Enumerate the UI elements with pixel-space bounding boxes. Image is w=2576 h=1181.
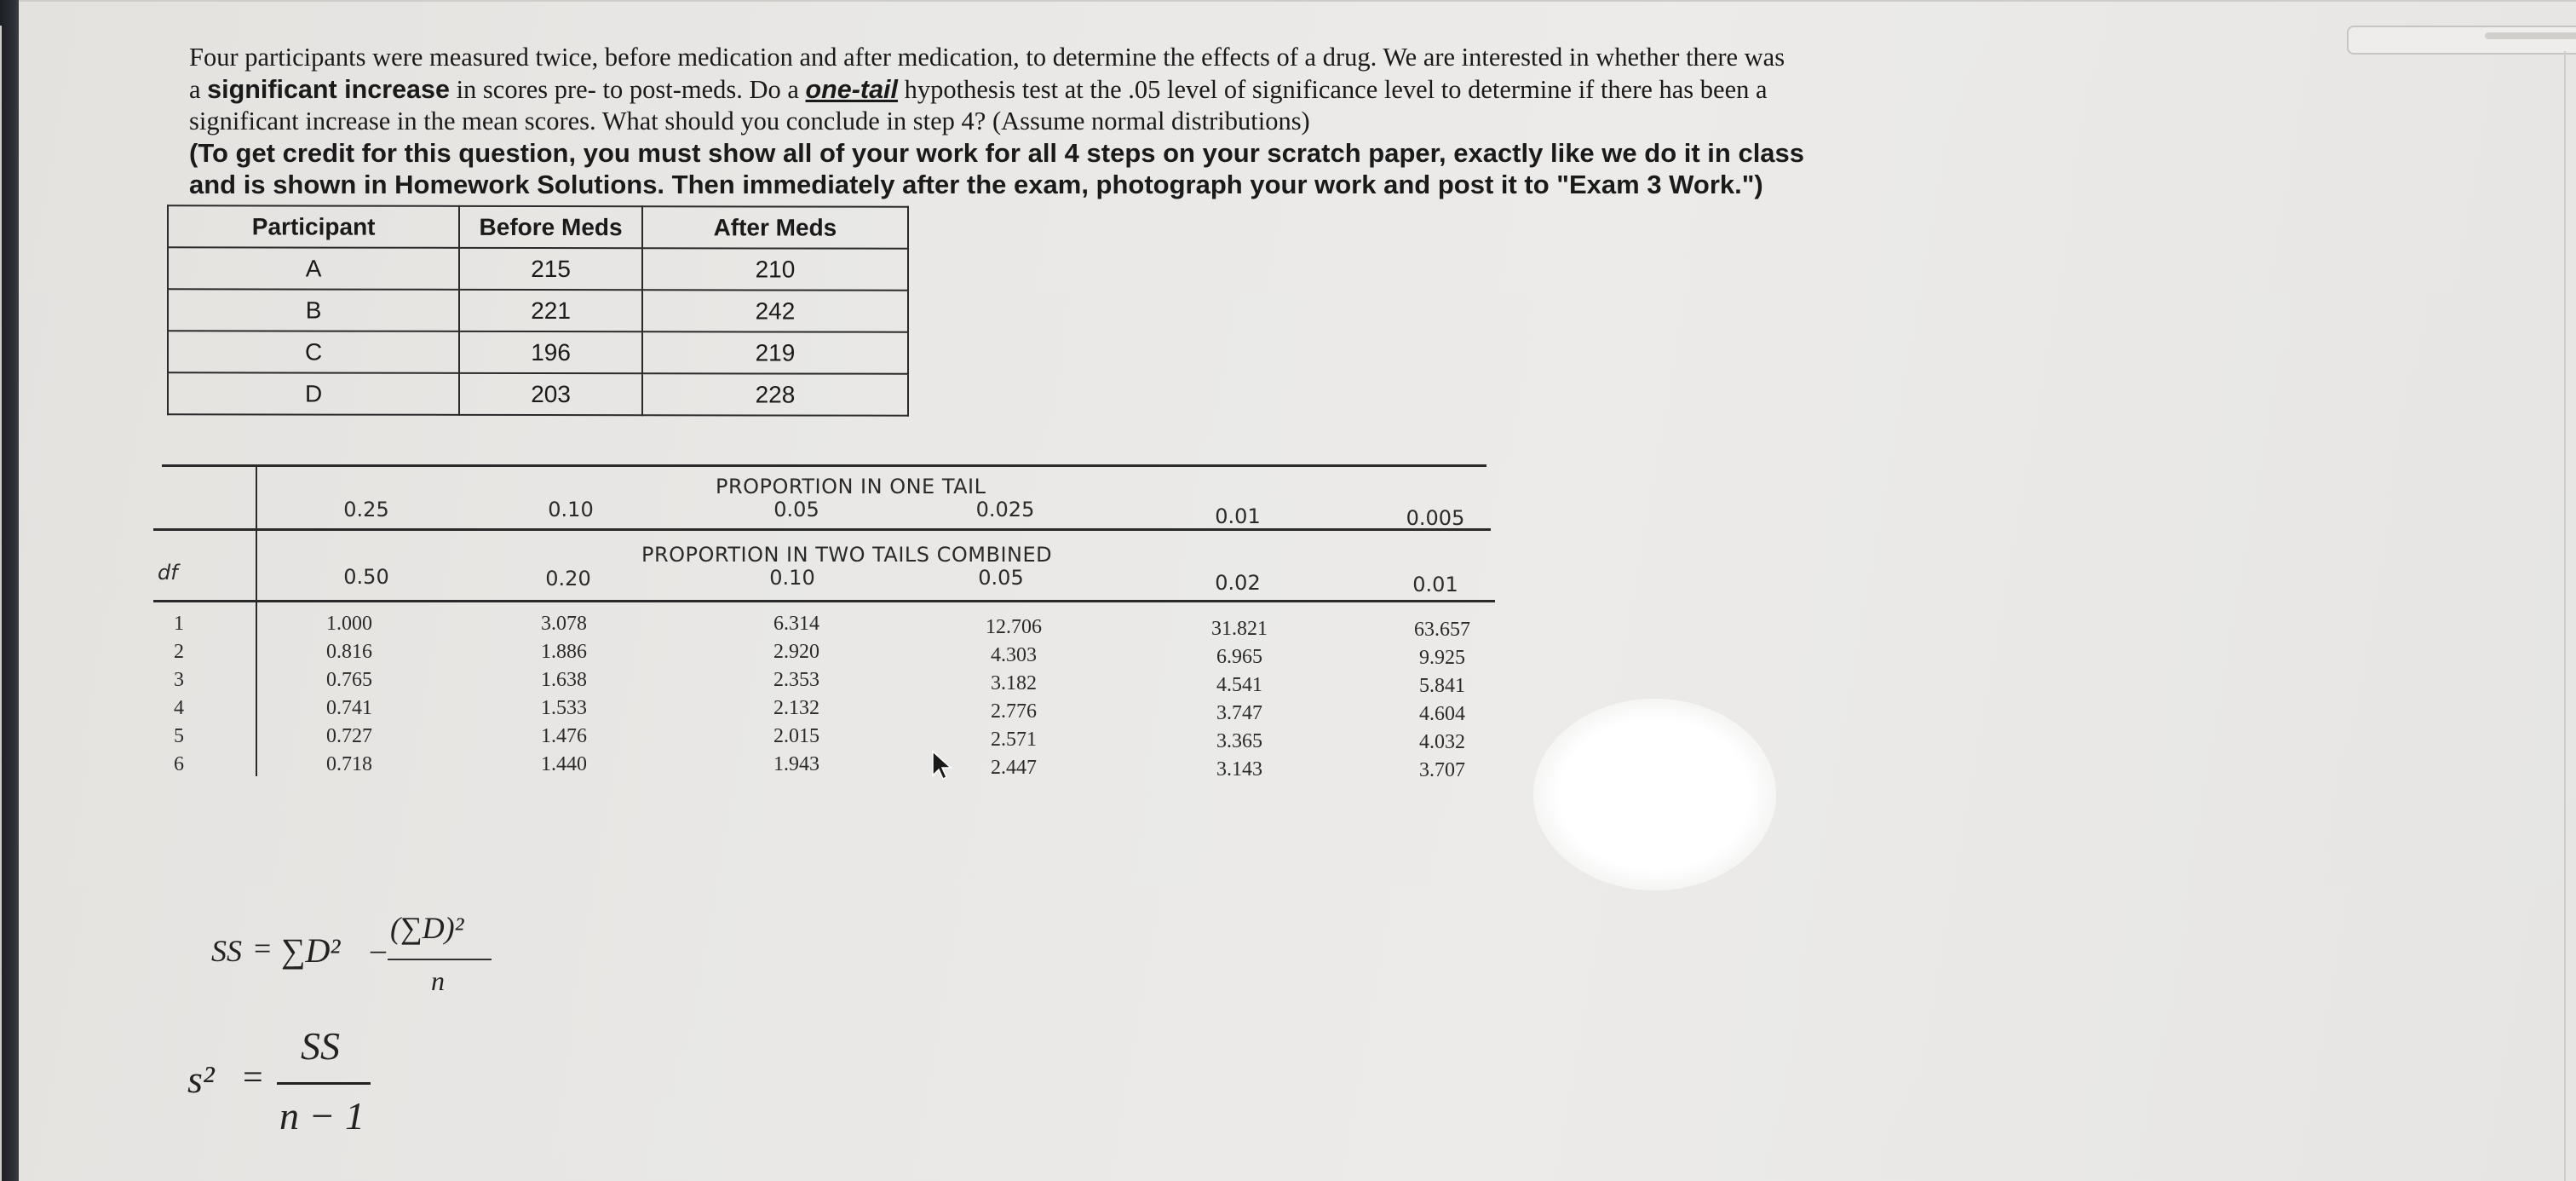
t-value: 4.541 (1216, 674, 1262, 696)
screen-glare (1533, 699, 1776, 890)
cell-before: 221 (459, 290, 642, 331)
two-tail-0.01: 0.01 (1412, 573, 1458, 596)
header-before-meds: Before Meds (459, 206, 642, 248)
critical-values-col-0.25 (307, 610, 392, 779)
mouse-pointer-icon (931, 750, 953, 781)
t-value: 2.571 (991, 729, 1037, 751)
t-value: 2.776 (991, 700, 1037, 723)
page-edge (0, 26, 2, 1181)
table-row (168, 372, 908, 416)
t-value: 4.032 (1419, 731, 1465, 753)
two-tail-0.20: 0.20 (545, 567, 591, 590)
t-value: 3.747 (1216, 702, 1262, 724)
t-value: 9.925 (1419, 647, 1465, 669)
two-tail-0.02: 0.02 (1215, 571, 1261, 595)
t-value: 12.706 (986, 616, 1042, 638)
ss-fraction-bar (388, 959, 492, 960)
question-line-2-pre: a (189, 75, 208, 104)
t-value: 2.015 (773, 725, 819, 747)
df-label: df (158, 561, 178, 585)
one-tail-0.005: 0.005 (1406, 506, 1465, 530)
one-tail-0.025: 0.025 (975, 498, 1035, 521)
cell-before: 196 (459, 331, 642, 373)
significant-increase-text: significant increase (207, 75, 450, 104)
ss-fraction-denominator: n (431, 965, 445, 996)
header-after-meds: After Meds (642, 206, 908, 249)
cell-participant: D (168, 372, 459, 415)
t-distribution-table (153, 460, 1495, 792)
cell-before: 203 (459, 373, 642, 415)
one-tail-0.10: 0.10 (548, 498, 594, 521)
t-value: 0.816 (326, 641, 372, 663)
t-value: 0.718 (326, 753, 372, 775)
one-tail-caption: PROPORTION IN ONE TAIL (716, 475, 986, 498)
table-mid-rule (153, 528, 1491, 531)
t-value: 2.447 (991, 757, 1037, 779)
critical-values-col-0.05 (754, 610, 839, 779)
df-value: 6 (174, 753, 184, 775)
t-value: 4.303 (991, 644, 1037, 666)
tab-bar (2485, 32, 2576, 39)
t-value: 3.365 (1216, 730, 1262, 752)
t-value: 6.314 (773, 613, 819, 635)
variance-denominator: n − 1 (279, 1094, 365, 1138)
critical-values-col-0.10 (521, 610, 607, 779)
t-value: 1.943 (773, 753, 819, 775)
ss-lhs: SS (211, 934, 242, 968)
t-value: 1.476 (541, 725, 587, 747)
t-value: 1.638 (541, 669, 587, 691)
table-top-rule (162, 464, 1486, 467)
variance-equals: = (243, 1058, 263, 1097)
cell-after: 242 (642, 290, 908, 332)
df-values (170, 610, 184, 779)
df-value: 2 (174, 641, 184, 663)
cell-after: 219 (642, 331, 908, 374)
t-value: 2.132 (773, 697, 819, 719)
variance-fraction-bar (277, 1082, 371, 1085)
ss-minus: – (371, 932, 386, 966)
t-value: 3.707 (1419, 759, 1465, 781)
header-participant: Participant (168, 205, 459, 248)
one-tail-0.01: 0.01 (1215, 504, 1261, 528)
two-tail-caption: PROPORTION IN TWO TAILS COMBINED (641, 543, 1053, 567)
t-value: 0.727 (326, 725, 372, 747)
two-tail-0.50: 0.50 (343, 565, 389, 589)
browser-tab[interactable] (2347, 26, 2576, 55)
t-value: 3.078 (541, 613, 587, 635)
top-border (19, 0, 2576, 2)
t-value: 5.841 (1419, 675, 1465, 697)
question-line-2 (189, 73, 2148, 106)
t-value: 0.765 (326, 669, 372, 691)
t-value: 3.182 (991, 672, 1037, 694)
cell-after: 210 (642, 248, 908, 291)
question-line-2-post: hypothesis test at the .05 level of significance level to determine if there has been a (898, 75, 1768, 104)
df-value: 5 (174, 725, 184, 747)
t-value: 4.604 (1419, 703, 1465, 725)
critical-values-col-0.025 (971, 614, 1056, 782)
t-value: 1.000 (326, 613, 372, 635)
critical-values-col-0.01 (1197, 615, 1282, 784)
t-value: 2.353 (773, 669, 819, 691)
cell-participant: B (168, 289, 459, 331)
df-value: 1 (174, 613, 184, 635)
t-value: 31.821 (1211, 618, 1268, 640)
t-value: 6.965 (1216, 646, 1262, 668)
t-value: 0.741 (326, 697, 372, 719)
table-row (168, 331, 908, 374)
df-value: 3 (174, 669, 184, 691)
one-tail-0.05: 0.05 (773, 498, 819, 521)
scrollbar-track[interactable] (2564, 51, 2566, 1181)
t-value: 2.920 (773, 641, 819, 663)
t-value: 1.440 (541, 753, 587, 775)
one-tail-text: one-tail (805, 75, 898, 104)
two-tail-0.05: 0.05 (978, 566, 1024, 590)
ss-equals: = (254, 931, 272, 965)
table-row (168, 247, 908, 291)
question-line-2-mid: in scores pre- to post-meds. Do a (449, 75, 806, 104)
instructions-line-2: and is shown in Homework Solutions. Then immediately after the exam, photograph your work and post it to "Exam 3 Work.") (189, 170, 1763, 199)
cell-before: 215 (459, 248, 642, 290)
screen-bezel (0, 0, 19, 1181)
question-line-3: significant increase in the mean scores. What should you conclude in step 4? (Assume normal distributions) (189, 107, 1310, 135)
t-value: 63.657 (1414, 619, 1470, 641)
critical-values-col-0.005 (1400, 616, 1485, 785)
variance-numerator: SS (301, 1024, 340, 1068)
table-header-rule (153, 600, 1495, 602)
t-value: 3.143 (1216, 758, 1262, 781)
df-divider (256, 464, 257, 776)
instructions-line-1: (To get credit for this question, you must show all of your work for all 4 steps on your scratch paper, exactly like we do it in class (189, 138, 1805, 168)
data-table-header-row (168, 205, 908, 249)
two-tail-0.10: 0.10 (769, 566, 815, 590)
t-value: 1.886 (541, 641, 587, 663)
cell-participant: C (168, 331, 459, 373)
table-row (168, 289, 908, 332)
ss-sum-d-squared: ∑D² (281, 931, 341, 970)
data-table (167, 205, 909, 417)
question-line-1: Four participants were measured twice, before medication and after medication, to determine the effects of a drug. We are interested in whether there was (189, 43, 1785, 72)
question-text (189, 41, 2148, 200)
variance-lhs: s² (187, 1057, 215, 1101)
cell-after: 228 (642, 373, 908, 416)
ss-fraction-numerator: (∑D)² (390, 911, 464, 945)
cell-participant: A (168, 247, 459, 290)
one-tail-0.25: 0.25 (343, 498, 389, 521)
t-value: 1.533 (541, 697, 587, 719)
df-value: 4 (174, 697, 184, 719)
